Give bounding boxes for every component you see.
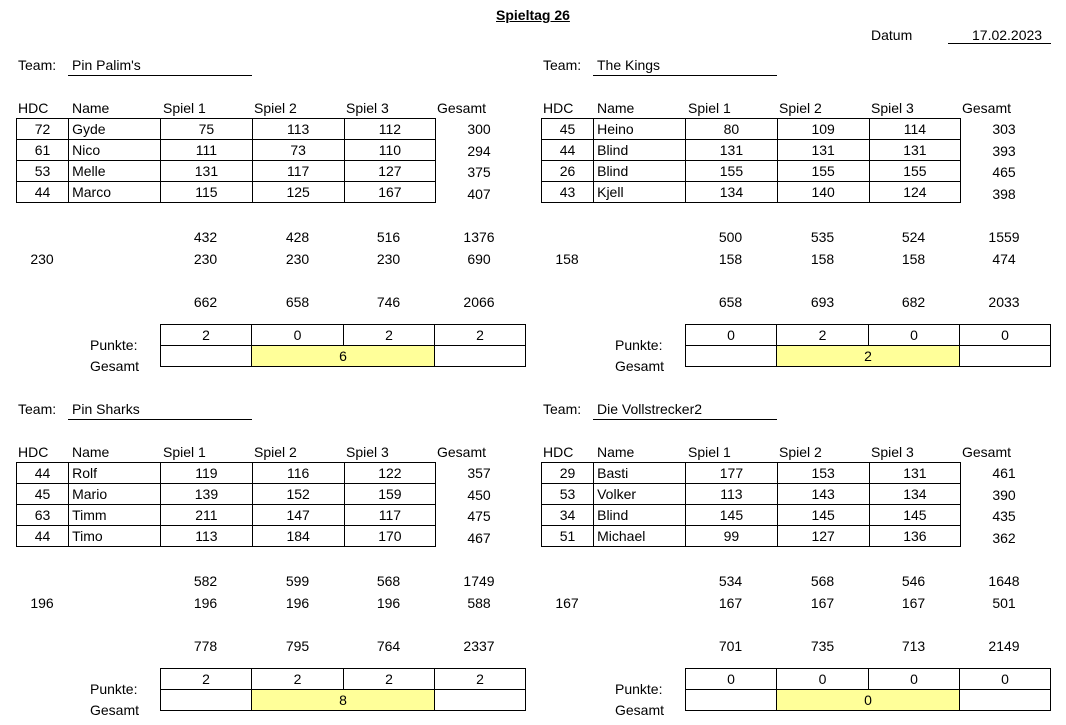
player-spiel2: 152 — [252, 484, 344, 505]
player-spiel2: 73 — [252, 140, 344, 161]
player-spiel2: 131 — [777, 140, 869, 161]
final-s2: 795 — [285, 638, 310, 654]
player-hdc: 45 — [542, 119, 594, 140]
gesamt-points: 6 — [252, 346, 435, 367]
player-row — [17, 526, 436, 547]
final-s3: 682 — [901, 294, 926, 310]
header-name: Name — [72, 100, 110, 116]
hdc-s3: 167 — [901, 595, 926, 611]
player-spiel1: 131 — [161, 161, 252, 182]
player-name: Blind — [594, 505, 686, 526]
player-spiel2: 127 — [777, 526, 869, 547]
player-spiel1: 145 — [686, 505, 777, 526]
punkte-row — [686, 325, 1051, 346]
final-s3: 746 — [376, 294, 401, 310]
punkte-label: Punkte: — [615, 681, 663, 697]
player-row — [542, 526, 961, 547]
punkte-total: 2 — [435, 669, 526, 690]
player-hdc: 44 — [17, 526, 69, 547]
player-total: 398 — [992, 186, 1016, 202]
player-spiel1: 119 — [161, 463, 252, 484]
page-title: Spieltag 26 — [496, 7, 570, 23]
punkte-total: 2 — [435, 325, 526, 346]
player-total: 467 — [467, 530, 491, 546]
player-row — [17, 119, 436, 140]
hdc-s1: 167 — [718, 595, 743, 611]
header-gesamt: Gesamt — [962, 444, 1012, 460]
player-spiel2: 109 — [777, 119, 869, 140]
player-spiel3: 124 — [869, 182, 960, 203]
players-table — [16, 118, 436, 203]
team-label: Team: — [543, 57, 582, 73]
gesamt-empty-cell — [161, 690, 252, 711]
punkte-label: Punkte: — [90, 337, 138, 353]
team-name-underline — [593, 75, 777, 76]
hdc-total: 196 — [30, 595, 54, 611]
punkte-label: Punkte: — [90, 681, 138, 697]
player-spiel3: 131 — [869, 140, 960, 161]
player-hdc: 26 — [542, 161, 594, 182]
player-hdc: 51 — [542, 526, 594, 547]
punkte-s3: 2 — [344, 325, 435, 346]
header-name: Name — [72, 444, 110, 460]
hdc-s2: 167 — [810, 595, 835, 611]
punkte-row — [161, 325, 526, 346]
player-spiel1: 115 — [161, 182, 252, 203]
player-total: 461 — [992, 465, 1016, 481]
final-s3: 713 — [901, 638, 926, 654]
player-row — [542, 484, 961, 505]
player-name: Kjell — [594, 182, 686, 203]
header-gesamt: Gesamt — [437, 100, 487, 116]
gesamt-empty-cell — [435, 690, 526, 711]
gesamt-row-label: Gesamt — [90, 358, 140, 374]
player-hdc: 44 — [542, 140, 594, 161]
team-block-2 — [541, 16, 1061, 374]
header-hdc: HDC — [543, 100, 574, 116]
player-row — [17, 140, 436, 161]
players-table — [16, 462, 436, 547]
final-total: 2149 — [988, 638, 1020, 654]
player-spiel1: 113 — [161, 526, 252, 547]
punkte-s2: 2 — [777, 325, 869, 346]
sum-s3: 516 — [376, 229, 401, 245]
header-hdc: HDC — [18, 444, 49, 460]
punkte-row — [686, 669, 1051, 690]
header-spiel2: Spiel 2 — [779, 444, 822, 460]
final-s2: 658 — [285, 294, 310, 310]
player-spiel2: 145 — [777, 505, 869, 526]
header-spiel1: Spiel 1 — [688, 444, 731, 460]
team-name: Pin Sharks — [72, 401, 140, 417]
player-total: 300 — [467, 121, 491, 137]
team-block-1 — [16, 16, 536, 374]
team-block-4 — [541, 360, 1061, 718]
player-total: 362 — [992, 530, 1016, 546]
player-hdc: 53 — [542, 484, 594, 505]
player-spiel3: 117 — [344, 505, 435, 526]
sum-s1: 534 — [718, 573, 743, 589]
hdc-row-total: 690 — [467, 251, 491, 267]
punkte-s3: 0 — [869, 669, 960, 690]
player-spiel1: 80 — [686, 119, 777, 140]
header-spiel3: Spiel 3 — [871, 100, 914, 116]
header-gesamt: Gesamt — [962, 100, 1012, 116]
punkte-s2: 0 — [777, 669, 869, 690]
header-spiel3: Spiel 3 — [346, 100, 389, 116]
gesamt-row-label: Gesamt — [615, 702, 665, 718]
player-row — [17, 463, 436, 484]
player-spiel1: 177 — [686, 463, 777, 484]
team-name-underline — [593, 419, 777, 420]
hdc-s3: 196 — [376, 595, 401, 611]
header-spiel1: Spiel 1 — [163, 100, 206, 116]
team-name-underline — [68, 75, 252, 76]
sum-s2: 428 — [285, 229, 310, 245]
player-hdc: 63 — [17, 505, 69, 526]
header-hdc: HDC — [543, 444, 574, 460]
hdc-total: 158 — [555, 251, 579, 267]
player-spiel2: 184 — [252, 526, 344, 547]
player-spiel1: 99 — [686, 526, 777, 547]
player-spiel3: 134 — [869, 484, 960, 505]
header-spiel2: Spiel 2 — [254, 444, 297, 460]
players-table — [541, 118, 961, 203]
player-name: Blind — [594, 140, 686, 161]
player-name: Nico — [69, 140, 161, 161]
sum-total: 1559 — [988, 229, 1020, 245]
players-tbody — [542, 463, 961, 547]
player-spiel1: 139 — [161, 484, 252, 505]
header-spiel2: Spiel 2 — [254, 100, 297, 116]
player-row — [542, 505, 961, 526]
gesamt-points: 8 — [252, 690, 435, 711]
players-tbody — [17, 119, 436, 203]
player-hdc: 53 — [17, 161, 69, 182]
datum-label: Datum — [871, 27, 913, 43]
player-spiel2: 147 — [252, 505, 344, 526]
player-hdc: 45 — [17, 484, 69, 505]
gesamt-empty-cell — [686, 690, 777, 711]
punkte-s2: 0 — [252, 325, 344, 346]
final-s2: 693 — [810, 294, 835, 310]
player-spiel2: 125 — [252, 182, 344, 203]
punkte-s3: 0 — [869, 325, 960, 346]
player-total: 303 — [992, 121, 1016, 137]
gesamt-row-label: Gesamt — [615, 358, 665, 374]
player-hdc: 34 — [542, 505, 594, 526]
gesamt-row — [686, 690, 1051, 711]
player-spiel1: 111 — [161, 140, 252, 161]
player-row — [17, 505, 436, 526]
header-spiel1: Spiel 1 — [688, 100, 731, 116]
datum-value: 17.02.2023 — [972, 27, 1043, 43]
team-label: Team: — [18, 57, 57, 73]
player-row — [542, 161, 961, 182]
player-spiel3: 159 — [344, 484, 435, 505]
sum-s3: 546 — [901, 573, 926, 589]
sum-s3: 568 — [376, 573, 401, 589]
player-spiel3: 155 — [869, 161, 960, 182]
player-spiel2: 140 — [777, 182, 869, 203]
sum-s3: 524 — [901, 229, 926, 245]
final-s1: 778 — [193, 638, 218, 654]
player-spiel2: 116 — [252, 463, 344, 484]
player-row — [17, 484, 436, 505]
punkte-s3: 2 — [344, 669, 435, 690]
player-name: Rolf — [69, 463, 161, 484]
sum-s2: 568 — [810, 573, 835, 589]
punkte-s1: 2 — [161, 325, 252, 346]
punkte-row — [161, 669, 526, 690]
player-name: Marco — [69, 182, 161, 203]
player-spiel3: 112 — [344, 119, 435, 140]
gesamt-row-label: Gesamt — [90, 702, 140, 718]
player-row — [17, 182, 436, 203]
player-spiel1: 155 — [686, 161, 777, 182]
header-spiel2: Spiel 2 — [779, 100, 822, 116]
hdc-s2: 196 — [285, 595, 310, 611]
hdc-s2: 158 — [810, 251, 835, 267]
player-total: 450 — [467, 487, 491, 503]
hdc-total: 167 — [555, 595, 579, 611]
header-spiel1: Spiel 1 — [163, 444, 206, 460]
player-spiel3: 114 — [869, 119, 960, 140]
sum-total: 1648 — [988, 573, 1020, 589]
player-spiel1: 113 — [686, 484, 777, 505]
player-total: 393 — [992, 143, 1016, 159]
hdc-s3: 230 — [376, 251, 401, 267]
punkte-label: Punkte: — [615, 337, 663, 353]
hdc-total: 230 — [30, 251, 54, 267]
hdc-row-total: 588 — [467, 595, 491, 611]
punkte-s2: 2 — [252, 669, 344, 690]
header-spiel3: Spiel 3 — [871, 444, 914, 460]
player-name: Mario — [69, 484, 161, 505]
team-label: Team: — [543, 401, 582, 417]
player-total: 407 — [467, 186, 491, 202]
player-hdc: 43 — [542, 182, 594, 203]
player-row — [542, 140, 961, 161]
player-total: 475 — [467, 508, 491, 524]
player-spiel1: 134 — [686, 182, 777, 203]
player-spiel2: 117 — [252, 161, 344, 182]
header-gesamt: Gesamt — [437, 444, 487, 460]
gesamt-points: 0 — [777, 690, 960, 711]
punkte-s1: 0 — [686, 325, 777, 346]
team-name: Pin Palim's — [72, 57, 141, 73]
player-hdc: 44 — [17, 463, 69, 484]
sum-total: 1749 — [463, 573, 495, 589]
points-table — [160, 668, 526, 711]
hdc-row-total: 474 — [992, 251, 1016, 267]
team-name: Die Vollstrecker2 — [597, 401, 703, 417]
sum-total: 1376 — [463, 229, 495, 245]
sum-s1: 500 — [718, 229, 743, 245]
header-name: Name — [597, 100, 635, 116]
final-s1: 662 — [193, 294, 218, 310]
player-total: 435 — [992, 508, 1016, 524]
player-spiel3: 122 — [344, 463, 435, 484]
final-total: 2337 — [463, 638, 495, 654]
player-hdc: 44 — [17, 182, 69, 203]
player-row — [542, 119, 961, 140]
final-s2: 735 — [810, 638, 835, 654]
hdc-s3: 158 — [901, 251, 926, 267]
players-tbody — [542, 119, 961, 203]
player-spiel3: 131 — [869, 463, 960, 484]
player-hdc: 61 — [17, 140, 69, 161]
header-name: Name — [597, 444, 635, 460]
player-hdc: 29 — [542, 463, 594, 484]
player-name: Melle — [69, 161, 161, 182]
player-spiel2: 113 — [252, 119, 344, 140]
players-table — [541, 462, 961, 547]
player-name: Volker — [594, 484, 686, 505]
gesamt-points: 2 — [777, 346, 960, 367]
final-total: 2066 — [463, 294, 495, 310]
player-name: Heino — [594, 119, 686, 140]
player-name: Michael — [594, 526, 686, 547]
player-total: 390 — [992, 487, 1016, 503]
hdc-s1: 196 — [193, 595, 218, 611]
sum-s1: 432 — [193, 229, 218, 245]
player-total: 375 — [467, 164, 491, 180]
player-spiel3: 167 — [344, 182, 435, 203]
player-spiel3: 110 — [344, 140, 435, 161]
punkte-total: 0 — [960, 325, 1051, 346]
player-total: 465 — [992, 164, 1016, 180]
sum-s2: 599 — [285, 573, 310, 589]
sum-s1: 582 — [193, 573, 218, 589]
final-total: 2033 — [988, 294, 1020, 310]
player-name: Timm — [69, 505, 161, 526]
player-name: Basti — [594, 463, 686, 484]
player-spiel3: 145 — [869, 505, 960, 526]
player-spiel2: 143 — [777, 484, 869, 505]
player-spiel1: 75 — [161, 119, 252, 140]
team-label: Team: — [18, 401, 57, 417]
team-name-underline — [68, 419, 252, 420]
gesamt-empty-cell — [960, 690, 1051, 711]
player-name: Gyde — [69, 119, 161, 140]
player-total: 357 — [467, 465, 491, 481]
players-tbody — [17, 463, 436, 547]
player-row — [542, 463, 961, 484]
player-spiel3: 127 — [344, 161, 435, 182]
hdc-s1: 158 — [718, 251, 743, 267]
player-spiel3: 170 — [344, 526, 435, 547]
gesamt-row — [161, 690, 526, 711]
punkte-s1: 0 — [686, 669, 777, 690]
player-spiel2: 153 — [777, 463, 869, 484]
final-s3: 764 — [376, 638, 401, 654]
points-table — [685, 668, 1051, 711]
sum-s2: 535 — [810, 229, 835, 245]
final-s1: 658 — [718, 294, 743, 310]
player-row — [17, 161, 436, 182]
player-spiel3: 136 — [869, 526, 960, 547]
hdc-s2: 230 — [285, 251, 310, 267]
hdc-row-total: 501 — [992, 595, 1016, 611]
punkte-s1: 2 — [161, 669, 252, 690]
hdc-s1: 230 — [193, 251, 218, 267]
player-total: 294 — [467, 143, 491, 159]
final-s1: 701 — [718, 638, 743, 654]
player-name: Timo — [69, 526, 161, 547]
player-hdc: 72 — [17, 119, 69, 140]
header-hdc: HDC — [18, 100, 49, 116]
header-spiel3: Spiel 3 — [346, 444, 389, 460]
player-spiel1: 131 — [686, 140, 777, 161]
player-row — [542, 182, 961, 203]
player-spiel1: 211 — [161, 505, 252, 526]
player-spiel2: 155 — [777, 161, 869, 182]
team-block-3 — [16, 360, 536, 718]
punkte-total: 0 — [960, 669, 1051, 690]
team-name: The Kings — [597, 57, 661, 73]
player-name: Blind — [594, 161, 686, 182]
